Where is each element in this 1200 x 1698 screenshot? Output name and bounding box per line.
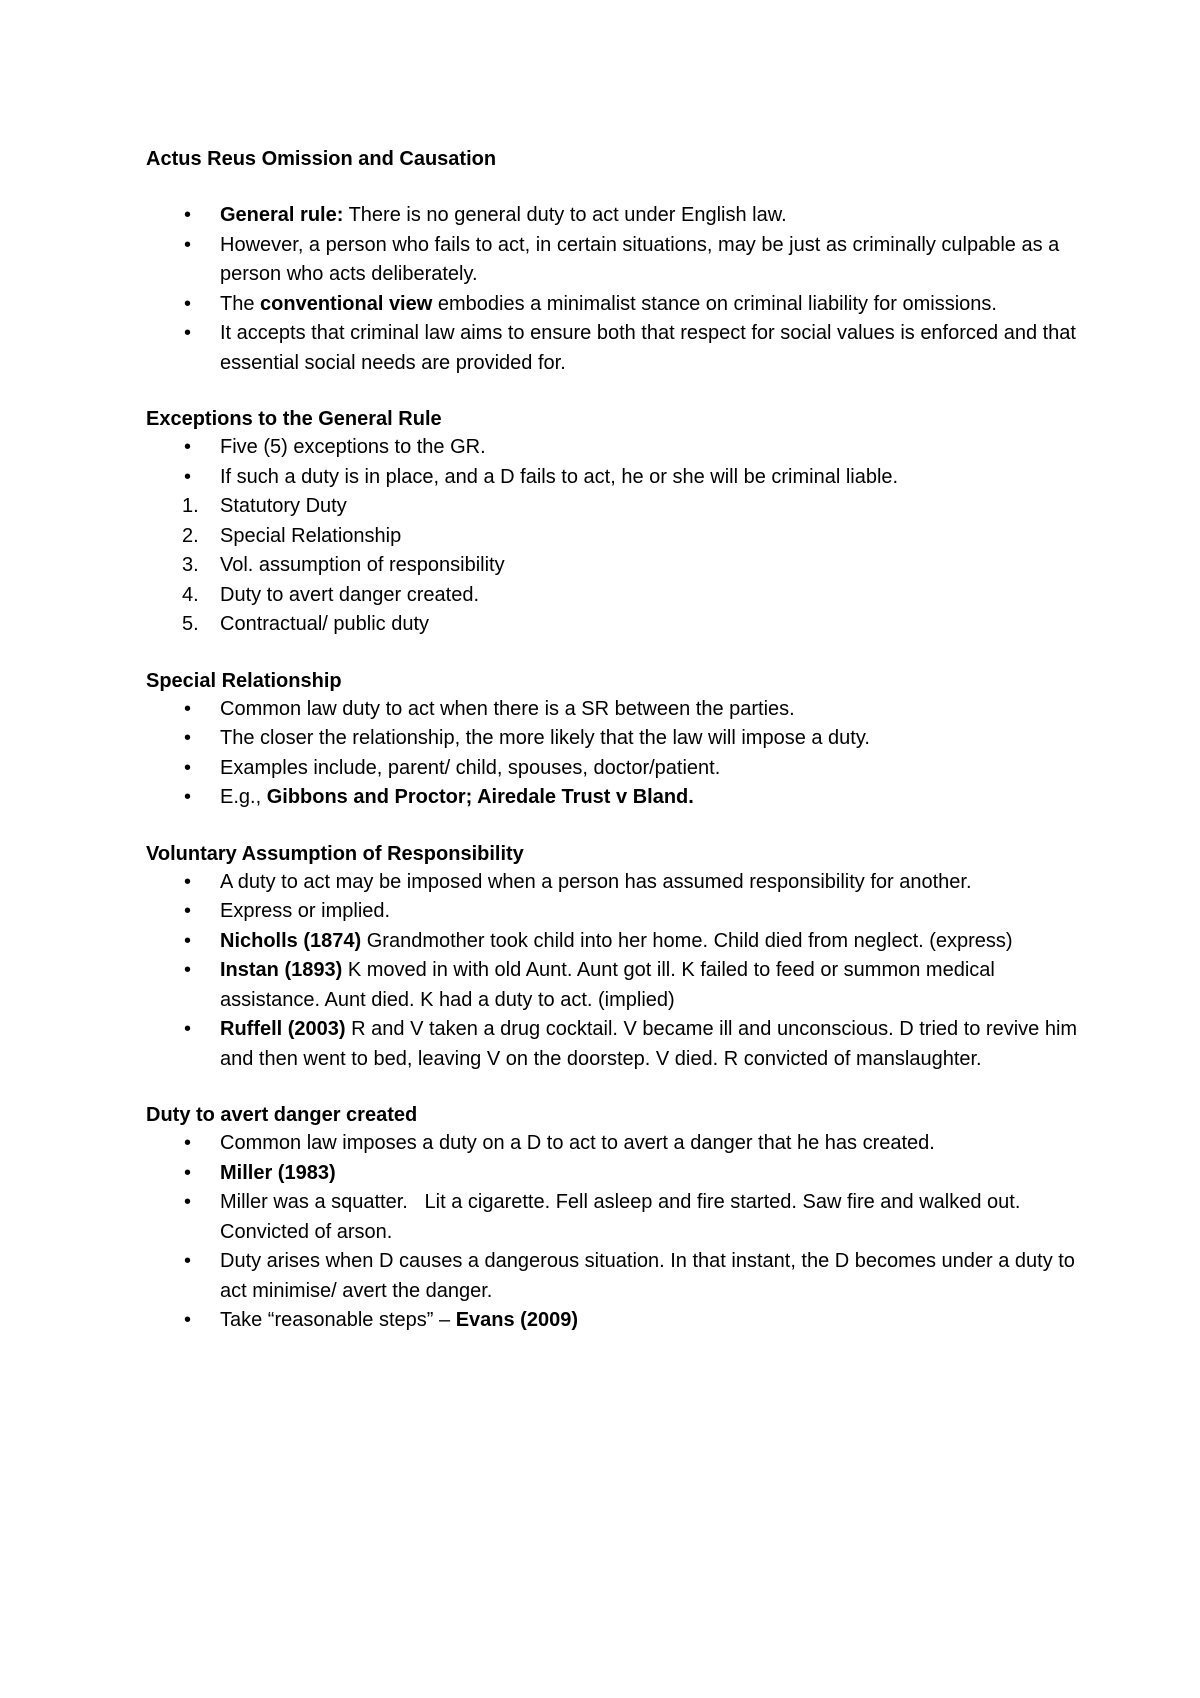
section-intro [146,146,1080,378]
list-item: • The closer the relationship, the more likely that the law will impose a duty. [146,724,1080,754]
bullet-icon: • [184,959,192,981]
bullet-icon: • [184,1191,192,1213]
list-item: • Miller (1983) [146,1159,1080,1189]
voluntary-assumption-list [146,868,1080,1075]
numbered-item: 2. Special Relationship [146,522,1080,552]
numbered-item: 3. Vol. assumption of responsibility [146,551,1080,581]
bullet-icon: • [184,870,192,893]
special-relationship-list [146,695,1080,813]
list-item: • Express or implied. [146,897,1080,927]
list-item: • General rule: There is no general duty to act under English law. [146,201,1080,231]
list-item: • Examples include, parent/ child, spouses, doctor/patient. [146,754,1080,784]
list-item: • Common law imposes a duty on a D to act to avert a danger that he has created. [146,1129,1080,1159]
bullet-icon: • [184,1309,192,1331]
page-title: Actus Reus Omission and Causation [146,148,497,170]
numbered-item: 4. Duty to avert danger created. [146,581,1080,611]
list-item: • A duty to act may be imposed when a person has assumed responsibility for another. [146,868,1080,898]
bullet-icon: • [184,1161,192,1184]
bullet-icon: • [184,697,192,720]
list-item: • If such a duty is in place, and a D fails to act, he or she will be criminal liable. [146,463,1080,493]
bullet-icon: • [184,204,192,226]
list-item: • Instan (1893) K moved in with old Aunt. Aunt got ill. K failed to feed or summon medical assistance. Aunt died. K had a duty to act. (implied) [146,956,1080,1015]
bullet-icon: • [184,929,192,952]
bullet-icon: • [184,292,192,315]
bullet-icon: • [184,1018,192,1040]
list-item: • Take “reasonable steps” – Evans (2009) [146,1306,1080,1336]
bullet-icon: • [184,900,192,922]
item-number: 3. [182,554,199,576]
item-number: 4. [182,583,199,606]
section-heading: Special Relationship [146,669,342,692]
bullet-icon: • [184,786,192,808]
item-number: 2. [182,524,199,547]
bullet-icon: • [184,756,192,779]
bullet-icon: • [184,465,192,488]
section-voluntary-assumption [146,841,1080,1075]
bullet-icon: • [184,436,192,458]
item-number: 1. [182,495,199,517]
bullet-icon: • [184,727,192,749]
section-heading: Voluntary Assumption of Responsibility [146,842,524,865]
list-item: • Ruffell (2003) R and V taken a drug cocktail. V became ill and unconscious. D tried to revive him and then went to bed, leaving V on the doorstep. V died. R convicted of manslaughter. [146,1015,1080,1074]
list-item: • E.g., Gibbons and Proctor; Airedale Trust v Bland. [146,783,1080,813]
list-item: • Miller was a squatter. Lit a cigarette. Fell asleep and fire started. Saw fire and walked out. Convicted of arson. [146,1188,1080,1247]
section-avert-danger [146,1102,1080,1336]
numbered-item: 5. Contractual/ public duty [146,610,1080,640]
list-item: • Five (5) exceptions to the GR. [146,433,1080,463]
exceptions-list [146,433,1080,640]
section-exceptions [146,406,1080,640]
list-item: • However, a person who fails to act, in certain situations, may be just as criminally culpable as a person who acts deliberately. [146,231,1080,290]
list-item: • The conventional view embodies a minimalist stance on criminal liability for omissions. [146,290,1080,320]
numbered-item: 1. Statutory Duty [146,492,1080,522]
bullet-icon: • [184,1132,192,1154]
section-heading: Duty to avert danger created [146,1104,418,1126]
section-heading: Exceptions to the General Rule [146,408,442,430]
bullet-icon: • [184,322,192,344]
list-item: • Duty arises when D causes a dangerous situation. In that instant, the D becomes under a duty to act minimise/ avert the danger. [146,1247,1080,1306]
list-item: • Common law duty to act when there is a SR between the parties. [146,695,1080,725]
avert-danger-list [146,1129,1080,1336]
bullet-icon: • [184,233,192,256]
item-number: 5. [182,613,199,635]
list-item: • It accepts that criminal law aims to ensure both that respect for social values is enforced and that essential social needs are provided for. [146,319,1080,378]
list-item: • Nicholls (1874) Grandmother took child into her home. Child died from neglect. (express) [146,927,1080,957]
intro-list [146,201,1080,378]
bullet-icon: • [184,1250,192,1272]
section-special-relationship [146,668,1080,813]
